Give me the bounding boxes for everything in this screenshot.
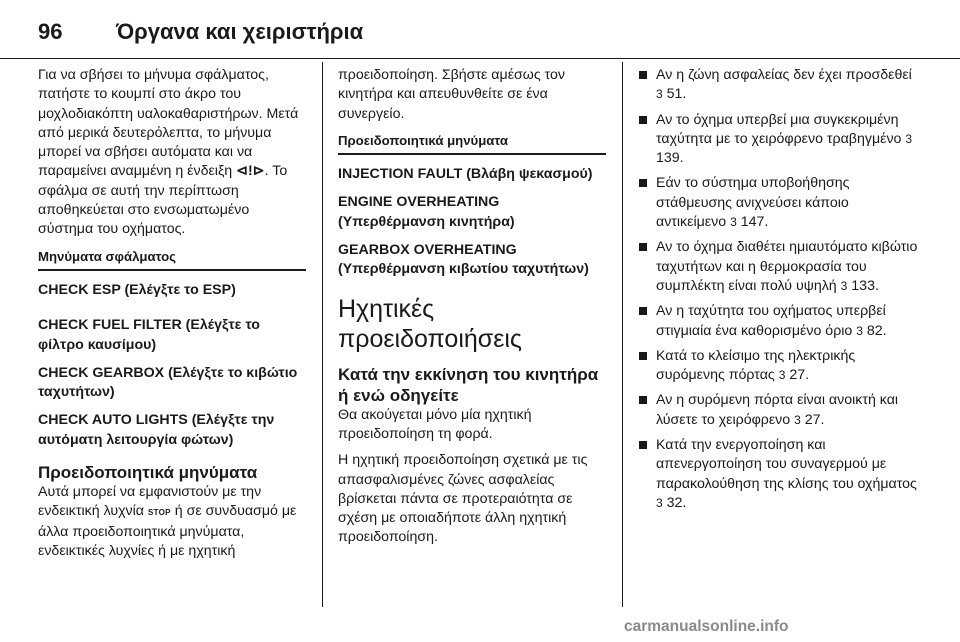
page-reference-icon: 3 <box>730 215 737 230</box>
page-reference-icon: 3 <box>778 368 786 383</box>
list-item: Κατά το κλείσιμο της ηλεκτρικής συρόμενης πόρτας 3 27. <box>639 347 921 386</box>
stop-lamp-icon: STOP <box>147 508 171 518</box>
column-3 <box>639 66 921 519</box>
warning-messages-heading: Προειδοποιητικά μηνύματα <box>38 463 258 483</box>
list-item: Αν το όχημα υπερβεί μια συγκεκριμένη ταχύτητα με το χειρόφρενο τραβηγμένο 3 139. <box>639 111 921 169</box>
bullet-icon <box>639 396 647 404</box>
error-messages-heading: Μηνύματα σφάλματος <box>38 247 306 271</box>
audible-warnings-heading: Ηχητικές προειδοποιήσεις <box>338 294 522 353</box>
page-number: 96 <box>38 19 63 44</box>
engine-start-heading: Κατά την εκκίνηση του κινητήρα ή ενώ οδηγείτε <box>338 364 599 405</box>
header-rule <box>0 58 960 59</box>
column-1 <box>38 66 306 568</box>
audible-warning-list <box>639 66 921 513</box>
bullet-icon <box>639 307 647 315</box>
warning-message: INJECTION FAULT (Βλάβη ψεκασμού) <box>338 166 593 183</box>
error-message: CHECK ESP (Ελέγξτε το ESP) <box>38 281 236 298</box>
warning-message: ENGINE OVERHEATING (Υπερθέρμανση κινητήρα) <box>338 194 515 230</box>
intro-paragraph: Για να σβήσει το μήνυμα σφάλματος, πατήστε το κουμπί στο άκρο του μοχλοδιακόπτη υαλοκαθαριστήρων. Μετά από μερικά δευτερόλεπτα, το μήνυμα μπορεί να σβήσει αυτόματα και να παραμείνει αναμμένη η ένδειξη ⊲!⊳. Το σφάλμα σε αυτή την περίπτωση αποθηκεύεται στο ενσωματωμένο σύστημα του οχήματος. <box>38 67 299 238</box>
error-message: CHECK GEARBOX (Ελέγξτε το κιβώτιο ταχυτήτων) <box>38 364 298 401</box>
bullet-icon <box>639 352 647 360</box>
list-item: Κατά την ενεργοποίηση και απενεργοποίηση του συναγερμού με παρακολούθηση της κλίσης του οχήματος 3 32. <box>639 436 921 513</box>
page-reference[interactable]: 51. <box>666 86 687 103</box>
page-reference-icon: 3 <box>794 412 801 427</box>
error-message: CHECK AUTO LIGHTS (Ελέγξτε την αυτόματη λειτουργία φώτων) <box>38 412 275 448</box>
bullet-icon <box>639 116 647 124</box>
watermark: carmanualsonline.info <box>624 618 789 635</box>
warning-triangle-icon: ⊲!⊳ <box>236 163 265 180</box>
page-reference[interactable]: 139. <box>656 150 684 167</box>
page-reference[interactable]: 133. <box>851 277 879 294</box>
column-divider-2 <box>622 62 623 607</box>
warning-paragraph: Αυτά μπορεί να εμφανιστούν με την ενδεικτική λυχνία STOP ή σε συνδυασμό με άλλα προειδοποιητικά μηνύματα, ενδεικτικές λυχνίες ή με ηχητική <box>38 484 297 559</box>
page-header <box>38 14 363 50</box>
page-reference[interactable]: 147. <box>740 214 769 231</box>
column-2 <box>338 66 606 555</box>
page-reference[interactable]: 27. <box>789 367 810 384</box>
page-reference-icon: 3 <box>905 131 913 146</box>
list-item: Αν η ζώνη ασφαλείας δεν έχει προσδεθεί 3 51. <box>639 66 921 105</box>
page-reference-icon: 3 <box>840 278 848 293</box>
list-item: Αν η ταχύτητα του οχήματος υπερβεί στιγμιαία ένα καθορισμένο όριο 3 82. <box>639 302 921 341</box>
warning-message: GEARBOX OVERHEATING (Υπερθέρμανση κιβωτίου ταχυτήτων) <box>338 242 589 278</box>
audible-paragraph-2: Η ηχητική προειδοποίηση σχετικά με τις απασφαλισμένες ζώνες ασφαλείας βρίσκεται πάντα σε προτεραιότητα σε σχέση με οποιαδήποτε άλλη ηχητική προειδοποίηση. <box>338 452 588 546</box>
warning-messages-subheading: Προειδοποιητικά μηνύματα <box>338 131 606 155</box>
audible-paragraph-1: Θα ακούγεται μόνο μία ηχητική προειδοποίηση τη φορά. <box>338 406 532 442</box>
page-reference[interactable]: 27. <box>804 411 825 428</box>
list-item: Αν το όχημα διαθέτει ημιαυτόματο κιβώτιο ταχυτήτων και η θερμοκρασία του συμπλέκτη είναι πολύ υψηλή 3 133. <box>639 238 921 296</box>
page-reference-icon: 3 <box>656 495 663 510</box>
bullet-icon <box>639 71 647 79</box>
list-item: Εάν το σύστημα υποβοήθησης στάθμευσης ανιχνεύσει κάποιο αντικείμενο 3 147. <box>639 174 921 232</box>
page-reference-icon: 3 <box>856 323 863 338</box>
bullet-icon <box>639 441 647 449</box>
bullet-icon <box>639 179 647 187</box>
page-reference[interactable]: 82. <box>866 322 887 339</box>
list-item: Αν η συρόμενη πόρτα είναι ανοικτή και λύσετε το χειρόφρενο 3 27. <box>639 391 921 430</box>
page-reference[interactable]: 32. <box>666 494 687 511</box>
continued-paragraph: προειδοποίηση. Σβήστε αμέσως τον κινητήρα και απευθυνθείτε σε ένα συνεργείο. <box>338 67 566 122</box>
page-title: Όργανα και χειριστήρια <box>116 19 364 44</box>
bullet-icon <box>639 243 647 251</box>
column-divider-1 <box>322 62 323 607</box>
error-message: CHECK FUEL FILTER (Ελέγξτε το φίλτρο καυσίμου) <box>38 317 260 353</box>
page-reference-icon: 3 <box>656 87 663 102</box>
